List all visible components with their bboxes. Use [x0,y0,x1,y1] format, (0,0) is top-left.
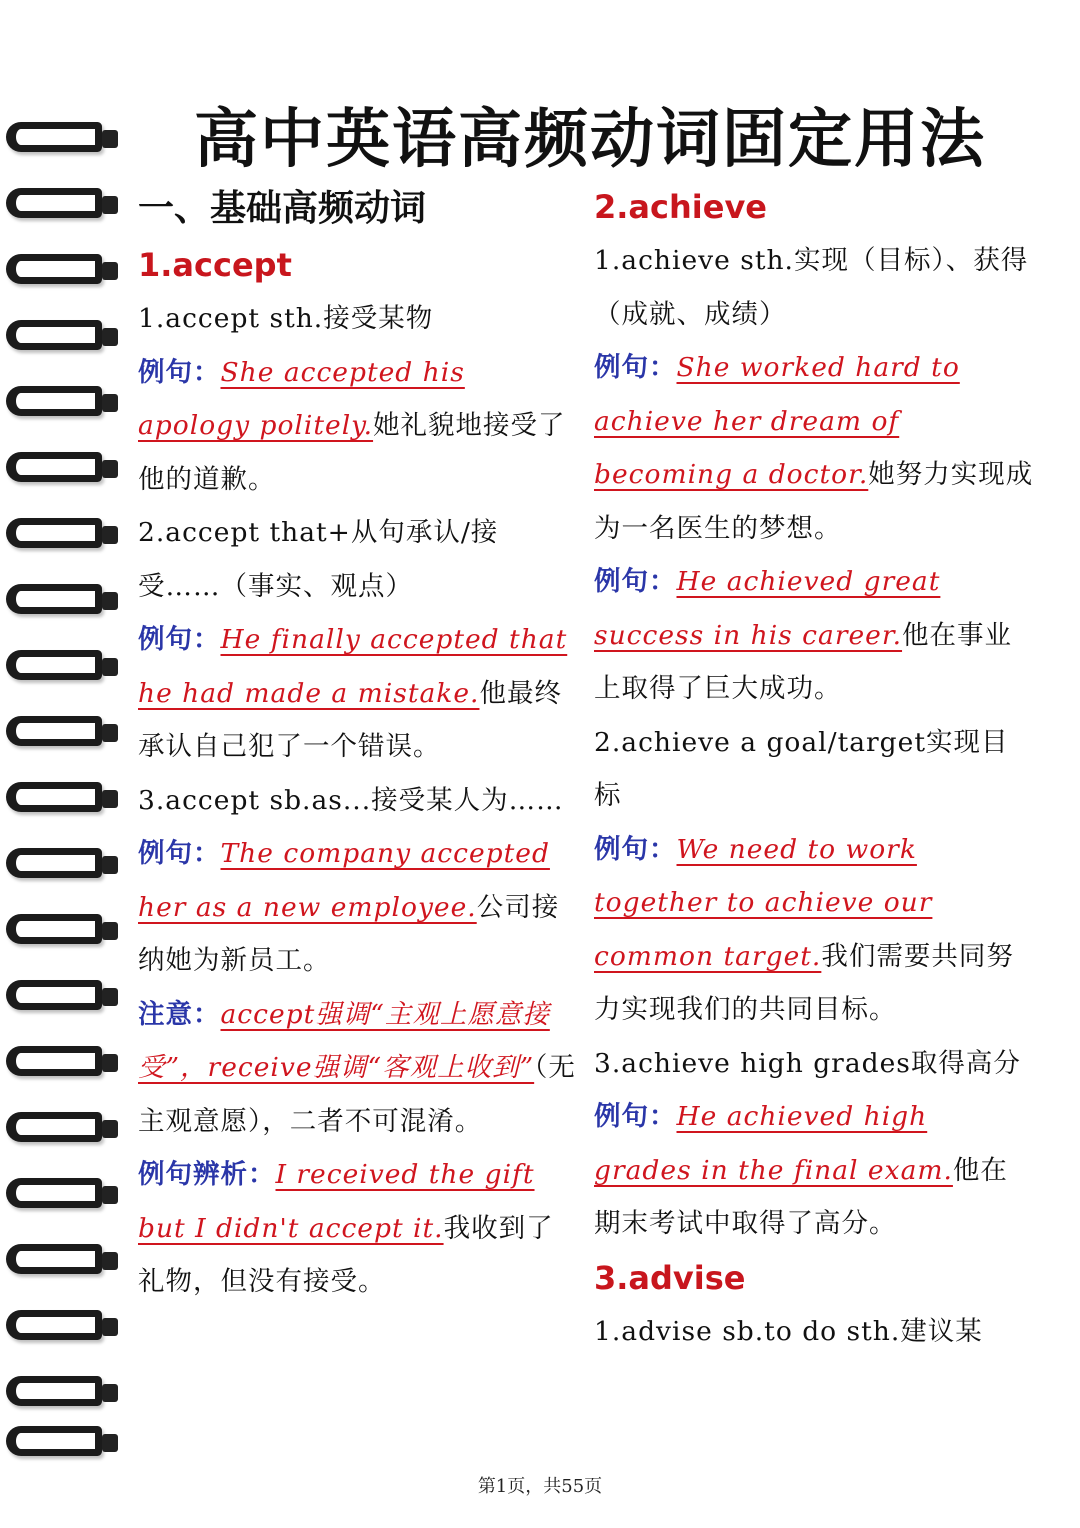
example-label: 例句： [138,624,221,655]
usage-1: 1.accept sth.接受某物 [138,303,434,334]
binding-ring-icon [6,1238,118,1288]
binding-ring-icon [6,776,118,826]
example-translation: 我们需要共同努力实现我们的共同目标。 [594,940,1014,1025]
example-sentence: He achieved great success in his career. [594,566,941,651]
binding-ring-icon [6,1420,118,1470]
example-sentence: We need to work together to achieve our common target. [594,833,933,972]
binding-ring-icon [6,248,118,298]
binding-ring-icon [6,578,118,628]
usage-2: 2.achieve a goal/target实现目标 [594,726,1009,811]
binding-ring-icon [6,116,118,166]
binding-ring-icon [6,1370,118,1420]
note [138,988,578,1149]
binding-ring-icon [6,842,118,892]
example-label: 例句： [594,566,677,597]
example-2 [138,613,578,774]
binding-ring-icon [6,644,118,694]
binding-ring-icon [6,512,118,562]
example-sentence: He finally accepted that he had made a mistake. [138,624,568,709]
example-translation: 他在事业上取得了巨大成功。 [594,619,1013,704]
binding-ring-icon [6,1040,118,1090]
example-translation: 她礼貌地接受了他的道歉。 [138,410,566,495]
binding-ring-icon [6,314,118,364]
example-translation: 她努力实现成为一名医生的梦想。 [594,459,1034,544]
example-3 [138,827,578,988]
example-translation: 他最终承认自己犯了一个错误。 [138,677,562,762]
example-sentence: She accepted his apology politely. [138,356,465,441]
example-translation: 公司接纳她为新员工。 [138,891,560,976]
example-sentence: I received the gift but I didn't accept it. [138,1159,535,1244]
example-label: 例句： [138,838,221,869]
binding-ring-icon [6,380,118,430]
page-footer: 第1页，共55页 [477,1476,603,1497]
word-heading-accept: 1.accept [138,246,292,284]
binding-ring-icon [6,446,118,496]
example-4 [594,1090,1034,1251]
binding-ring-icon [6,1172,118,1222]
usage-3: 3.accept sb.as...接受某人为…… [138,784,564,816]
example-label: 例句： [138,356,221,388]
usage-3: 3.achieve high grades取得高分 [594,1047,1021,1079]
example-translation: 他在期末考试中取得了高分。 [594,1154,1008,1239]
page-title: 高中英语高频动词固定用法 [194,103,986,177]
binding-ring-icon [6,182,118,232]
binding-ring-icon [6,1304,118,1354]
example-translation: 我收到了礼物，但没有接受。 [138,1212,554,1297]
spiral-binding [0,0,135,1470]
example-4 [138,1148,578,1309]
example-3 [594,823,1034,1037]
note-text: accept强调“主观上愿意接受”，receive强调“客观上收到” [138,998,550,1083]
note-tail: （无主观意愿），二者不可混淆。 [138,1052,576,1137]
usage-1: 1.achieve sth.实现（目标）、获得（成就、成绩） [594,245,1029,330]
usage-advise-1: 1.advise sb.to do sth.建议某 [594,1315,983,1347]
binding-ring-icon [6,908,118,958]
example-2 [594,555,1034,716]
note-label: 注意： [138,998,221,1030]
example-label: 例句： [594,1101,677,1132]
usage-2: 2.accept that+从句承认/接受……（事实、观点） [138,517,499,602]
example-1 [138,346,578,507]
binding-ring-icon [6,710,118,760]
binding-ring-icon [6,1106,118,1156]
example-sentence: He achieved high grades in the final exam. [594,1101,953,1186]
right-column [594,180,1034,1358]
example-label: 例句： [594,352,677,383]
word-heading-advise: 3.advise [594,1258,746,1297]
example-label: 例句： [594,833,677,865]
left-column [138,180,578,1309]
example-sentence: She worked hard to achieve her dream of becoming a doctor. [594,352,960,490]
example-1 [594,341,1034,555]
binding-ring-icon [6,974,118,1024]
example-sentence: The company accepted her as a new employee. [138,838,550,923]
example-label: 例句辨析： [138,1159,276,1190]
word-heading-achieve: 2.achieve [594,188,767,226]
section-heading: 一、基础高频动词 [138,188,427,229]
